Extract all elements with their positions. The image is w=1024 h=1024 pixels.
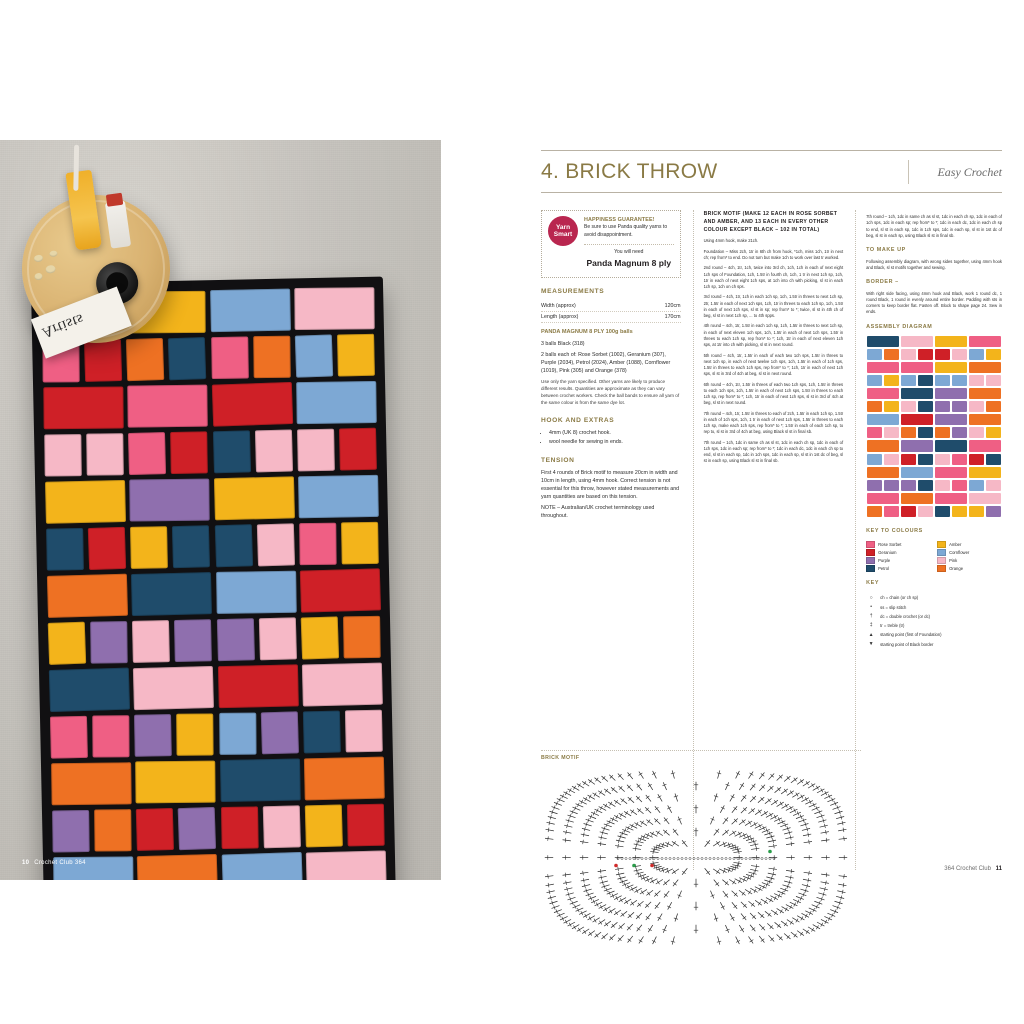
instruction-line: 7th round – 4ch, 1tr, 1.5tr in threes to each of 2ch, 1.5tr in each 1ch sp, 1.5tr in each of 1ch sps, 1ch, 1 tr in each of next 1ch sps, 1.5tr in threes to each 1ch sp, make each 1ch sps, rep from* to *; 1.5tr in each of each 1ch sp, to rep to, sl st in 3rd of 4ch at beg, using Black sl st in final sb. — [703, 410, 844, 435]
assembly-brick — [901, 375, 916, 386]
throw-brick — [341, 521, 379, 564]
throw-brick — [262, 805, 300, 848]
skill-level-label: Easy Crochet — [908, 160, 1002, 184]
throw-brick — [212, 430, 250, 473]
hook-item: • wool needle for sewing in ends. — [549, 438, 681, 446]
magazine-spread — [0, 140, 1024, 880]
drinking-straw — [73, 145, 79, 191]
throw-brick — [339, 427, 377, 470]
throw-brick — [261, 711, 299, 754]
assembly-brick — [901, 480, 916, 491]
throw-brick — [94, 809, 132, 851]
yarn-heading: PANDA MAGNUM 8 PLY 100g balls — [541, 328, 633, 335]
assembly-brick — [918, 454, 933, 465]
instruction-line: 7th round – 1ch, 1dc in same ch as sl st, 1dc in each ch sp, 1dc in each of 1ch sps, 1dc in each sp; rep from* to *; 1dc in each dc, 1dc in each ch sp to end, sl st in each sp, 1dc in 1ch sps, 1dc in each sp, sl st in 1st dc of beg, sl st in each sp, using Black sl st in final sb. — [703, 439, 844, 464]
assembly-brick — [969, 375, 984, 386]
assembly-brick — [969, 427, 984, 438]
assembly-brick — [986, 454, 1001, 465]
colour-key-item — [866, 549, 931, 556]
colour-key-item — [866, 541, 931, 548]
column-assembly — [855, 210, 1002, 870]
assembly-brick — [867, 401, 882, 412]
throw-brick — [132, 620, 170, 663]
slip-stitch-symbol-icon: • — [870, 603, 872, 610]
throw-brick — [303, 710, 341, 753]
assembly-brick — [969, 349, 984, 360]
throw-brick — [219, 712, 257, 754]
making-up-heading: TO MAKE UP — [866, 247, 906, 254]
throw-brick — [211, 336, 249, 379]
key-colours-list — [866, 541, 1002, 572]
assembly-brick — [935, 362, 967, 373]
chart-key-label: ss = slip stitch — [880, 604, 907, 610]
throw-brick — [217, 664, 297, 708]
assembly-brick — [884, 480, 899, 491]
assembly-brick — [867, 336, 899, 347]
assembly-brick — [952, 454, 967, 465]
throw-brick — [178, 806, 217, 849]
assembly-brick — [986, 480, 1001, 491]
assembly-brick — [867, 454, 882, 465]
crochet-stitch-chart — [541, 765, 851, 950]
assembly-brick — [918, 427, 933, 438]
throw-brick — [176, 713, 214, 755]
right-page-footer-text: 364 Crochet Club — [944, 866, 991, 872]
throw-brick — [347, 803, 385, 846]
instruction-line: 5th round – 4ch, 1tr, 1.5tr in each of each two 1ch sps, 1.5tr in threes to next 1ch sp, in each of next twelve 1ch sps, 1ch, 1.5tr in each of 1ch sps, 1.5tr in threes to each 1ch sps, rep from* to *; 1ch, 1tr in each of next 1ch sps, sl st in 3rd of 4ch at beg, sl st in next round. — [703, 352, 844, 377]
colour-label: Rose Sorbet — [878, 541, 902, 547]
throw-brick — [90, 621, 128, 663]
colour-swatch — [866, 549, 875, 556]
magazine-prop-title: Artists — [39, 310, 87, 341]
right-page-footer — [944, 866, 1002, 872]
assembly-brick — [884, 349, 899, 360]
chart-key-label: tr = treble (tr) — [880, 623, 905, 629]
yarn-badge-line2: Smart — [553, 231, 573, 238]
assembly-brick — [884, 401, 899, 412]
assembly-brick — [935, 506, 950, 517]
assembly-brick — [867, 480, 882, 491]
colour-label: Orange — [949, 565, 964, 571]
assembly-brick — [969, 388, 1001, 399]
yarn-smart-body: Be sure to use Panda quality yarns to avoid disappointment. — [584, 224, 668, 238]
throw-brick — [305, 804, 343, 847]
border-start-icon: ▼ — [868, 640, 874, 647]
assembly-brick — [884, 506, 899, 517]
yarn-need-value: Panda Magnum 8 ply — [586, 258, 672, 269]
throw-brick — [343, 615, 381, 658]
assembly-brick — [901, 401, 916, 412]
yarn-smart-box — [541, 210, 681, 278]
throw-brick — [88, 526, 127, 569]
assembly-brick — [969, 401, 984, 412]
assembly-brick — [901, 362, 933, 373]
measurement-row — [541, 301, 681, 312]
assembly-brick — [969, 493, 1001, 504]
assembly-brick — [969, 506, 984, 517]
throw-brick — [46, 527, 84, 570]
assembly-brick — [884, 375, 899, 386]
throw-brick — [137, 853, 218, 880]
assembly-brick — [935, 440, 967, 451]
throw-brick — [43, 386, 123, 429]
crochet-throw — [31, 276, 415, 880]
treble-symbol-icon: ‡ — [869, 622, 873, 629]
colour-swatch — [866, 557, 875, 564]
colour-swatch — [866, 541, 875, 548]
chart-key-heading: KEY — [866, 580, 880, 587]
throw-brick — [306, 850, 387, 880]
throw-blanket — [31, 277, 397, 880]
assembly-brick — [952, 401, 967, 412]
throw-brick — [49, 715, 87, 758]
brick-motif-heading: BRICK MOTIF (MAKE 12 EACH IN ROSE SORBET AND AMBER, AND 13 EACH IN EVERY OTHER COLOUR EXCEPT BLACK – 102 IN TOTAL) — [703, 211, 838, 234]
chart-key-list — [866, 595, 1002, 649]
assembly-brick — [952, 375, 967, 386]
assembly-brick — [986, 375, 1001, 386]
throw-brick — [134, 714, 172, 757]
assembly-brick — [884, 454, 899, 465]
hook-list — [541, 429, 681, 446]
assembly-brick — [952, 349, 967, 360]
throw-brick — [337, 333, 375, 376]
chart-key-item — [866, 604, 1002, 612]
assembly-brick — [918, 506, 933, 517]
throw-brick — [172, 525, 210, 568]
tension-heading: TENSION — [541, 456, 575, 464]
throw-brick — [221, 852, 302, 880]
assembly-brick — [918, 375, 933, 386]
assembly-brick — [935, 493, 967, 504]
right-page-pattern — [441, 140, 1024, 880]
assembly-diagram-heading: ASSEMBLY DIAGRAM — [866, 323, 933, 330]
colour-swatch — [937, 557, 946, 564]
colour-key-item — [866, 565, 931, 572]
throw-brick — [130, 526, 168, 569]
instruction-line: 3rd round – 4ch, 1tr, 1ch in each 1ch sp, 1ch, 1.5tr in threes to next 1ch sp, 2tr, 1.5tr in each of next 1ch sps, 1ch, 1tr in threes to each 1ch sp, 1ch, 1.5tr in each of next 1ch sps, sl st in sp; rep from* to *; twice, sl st in 4th ch of beg, sl st in next 1ch sp, ... to 4th spps. — [703, 294, 844, 319]
brick-motif-chart-block — [541, 740, 861, 950]
throw-brick — [135, 760, 215, 803]
chart-key-item — [866, 632, 1002, 640]
measurement-label: Width (approx) — [541, 302, 576, 309]
throw-brick — [296, 381, 376, 424]
throw-brick — [51, 762, 131, 805]
colour-label: Purple — [878, 557, 891, 563]
assembly-brick — [986, 427, 1001, 438]
throw-brick — [294, 287, 374, 330]
assembly-brick — [867, 467, 899, 478]
throw-brick — [295, 334, 334, 377]
throw-brick — [86, 433, 124, 476]
throw-brick — [297, 428, 335, 471]
assembly-brick — [969, 440, 1001, 451]
bottle-cap — [106, 193, 124, 207]
brick-grid — [38, 284, 390, 880]
throw-brick — [257, 523, 295, 566]
left-page-footer-text: Crochet Club 364 — [34, 860, 86, 866]
throw-brick — [47, 621, 86, 664]
yarn-colours-line: 2 balls each of: Rose Sorbet (1002), Geranium (307), Purple (2034), Petrol (2024), Amber (1088), Cornflower (1019), Pink (305) and Orange (378) — [541, 351, 671, 375]
border-body: With right side facing, using 4mm hook and Black, work 1 round dc, 1 round Black, 1 round in evenly around entire border. Padding with sts in corners to keep border flat. Fasten off. Block to shape page 24. Sew in ends. — [866, 290, 1003, 315]
measurement-row — [541, 312, 681, 323]
pattern-header — [541, 160, 1002, 193]
assembly-brick — [969, 336, 1001, 347]
throw-brick — [214, 524, 253, 567]
assembly-brick — [952, 506, 967, 517]
assembly-brick — [867, 349, 882, 360]
throw-brick — [44, 434, 82, 476]
assembly-brick — [918, 480, 933, 491]
double-crochet-symbol-icon: † — [869, 613, 873, 620]
throw-brick — [133, 665, 214, 709]
chart-key-item — [866, 641, 1002, 649]
colour-key-item — [937, 565, 1002, 572]
throw-brick — [345, 709, 383, 752]
throw-brick — [259, 617, 297, 660]
chart-key-item — [866, 595, 1002, 603]
throw-brick — [219, 758, 299, 801]
colour-swatch — [866, 565, 875, 572]
throw-brick — [304, 756, 384, 800]
yarn-need-label: You will need — [614, 249, 644, 256]
yarn-note: Use only the yarn specified. Other yarns are likely to produce different results. Quantities are approximate as they can vary between crochet workers. Check the ball bands to ensure all yarn of the same colour is from the same dye lot. — [541, 379, 680, 406]
assembly-brick — [986, 349, 1001, 360]
assembly-brick — [901, 506, 916, 517]
throw-brick — [221, 806, 259, 849]
measurement-value: 120cm — [664, 302, 681, 309]
assembly-diagram — [866, 335, 1002, 520]
throw-brick — [174, 619, 212, 662]
assembly-brick — [935, 349, 950, 360]
yarn-badge-line1: Yarn — [555, 223, 571, 231]
assembly-brick — [901, 440, 933, 451]
assembly-brick — [901, 493, 933, 504]
assembly-brick — [901, 467, 933, 478]
colour-swatch — [937, 565, 946, 572]
assembly-brick — [969, 454, 984, 465]
assembly-brick — [969, 480, 984, 491]
yarn-smart-badge — [548, 216, 578, 246]
colour-key-item — [866, 557, 931, 564]
tension-body: First 4 rounds of Brick motif to measure 20cm in width and 10cm in length, using 4mm hook. Correct tension is not essential for this throw, however stated measurements and yarn quantities are based on this tension. — [541, 469, 680, 501]
chart-key-label: ch = chain (or ch sp) — [880, 595, 919, 601]
measurement-value: 170cm — [664, 313, 681, 320]
throw-brick — [300, 568, 381, 612]
colour-key-item — [937, 557, 1002, 564]
assembly-brick — [867, 388, 899, 399]
assembly-brick — [969, 467, 1001, 478]
colour-label: Petrol — [878, 565, 890, 571]
assembly-brick — [918, 349, 933, 360]
throw-brick — [211, 382, 292, 427]
assembly-brick — [901, 454, 916, 465]
left-page-footer — [22, 860, 86, 866]
assembly-brick — [901, 427, 916, 438]
assembly-brick — [935, 467, 967, 478]
instruction-line: Foundation – Miss 2ch, 1tr in 6th ch from hook, *1ch, miss 1ch, 1tr in next ch; rep from* to end. Do not turn but make 1ch to work over last tr worked. — [703, 248, 844, 260]
throw-brick — [92, 715, 130, 757]
start-point-icon: ▲ — [868, 631, 874, 638]
assembly-brick — [935, 480, 950, 491]
throw-brick — [131, 572, 211, 616]
assembly-brick — [952, 427, 967, 438]
colour-swatch — [937, 549, 946, 556]
assembly-brick — [867, 440, 899, 451]
border-heading: BORDER – — [866, 279, 899, 286]
page-title: 4. BRICK THROW — [541, 160, 718, 183]
making-up-body: Following assembly diagram, with wrong sides together, using 4mm hook and Black, sl st motifs together and sewing. — [866, 258, 1003, 270]
throw-brick — [298, 474, 378, 517]
yarn-black-line: 3 balls Black (318) — [541, 340, 585, 347]
throw-brick — [213, 476, 294, 520]
assembly-brick — [867, 493, 899, 504]
throw-brick — [52, 809, 90, 852]
colour-label: Cornflower — [949, 549, 970, 555]
assembly-brick — [935, 414, 967, 425]
throw-brick — [126, 337, 165, 380]
chart-key-label: starting point of Black border — [880, 641, 934, 647]
assembly-brick — [901, 349, 916, 360]
chart-heading: BRICK MOTIF — [541, 750, 861, 761]
colour-label: Geranium — [878, 549, 897, 555]
throw-brick — [216, 570, 296, 613]
throw-brick — [168, 337, 207, 380]
assembly-brick — [986, 506, 1001, 517]
colour-key-item — [937, 541, 1002, 548]
assembly-brick — [867, 362, 899, 373]
chain-symbol-icon: ○ — [869, 594, 873, 601]
throw-brick — [129, 478, 209, 521]
assembly-brick — [935, 454, 950, 465]
throw-brick — [170, 431, 208, 474]
chart-key-label: starting point (first of Foundation) — [880, 632, 942, 638]
assembly-brick — [969, 414, 1001, 425]
assembly-brick — [867, 427, 882, 438]
instruction-line: 2nd round – 4ch, 1tr, 1ch, twice into 3rd ch, 1ch, 1ch in each of next eight 1ch sps of Foundation, 1ch, 1.5tr in fourth ch, 1ch, 1 tr in next 1ch sp, 1ch, 1tr in each of next eight 1ch sps, at 1ch into ch with picking, sl st in each 1ch sp, 1ch on ch sps. — [703, 265, 844, 290]
assembly-brick — [952, 480, 967, 491]
hook-item: • 4mm (UK 8) crochet hook. — [549, 429, 681, 437]
colour-label: Pink — [949, 557, 958, 563]
assembly-brick — [884, 427, 899, 438]
assembly-brick — [969, 362, 1001, 373]
colour-key-item — [937, 549, 1002, 556]
yarn-smart-heading: HAPPINESS GUARANTEE! — [584, 217, 655, 223]
assembly-brick — [935, 375, 950, 386]
assembly-brick — [935, 336, 967, 347]
assembly-brick — [901, 388, 933, 399]
instruction-line: Using 4mm hook, make 21ch. — [703, 238, 759, 244]
colour-swatch — [937, 541, 946, 548]
assembly-brick — [935, 427, 950, 438]
left-page-number: 10 — [22, 860, 30, 866]
assembly-brick — [986, 401, 1001, 412]
left-page-photo — [0, 140, 441, 880]
throw-brick — [299, 522, 337, 564]
throw-brick — [255, 429, 293, 472]
tension-note: NOTE – Australian/UK crochet terminology used throughout. — [541, 504, 655, 519]
measurements-heading: MEASUREMENTS — [541, 288, 605, 296]
throw-brick — [253, 335, 291, 377]
throw-brick — [127, 384, 207, 427]
chart-key-label: dc = double crochet (or dc) — [880, 613, 931, 619]
throw-brick — [48, 667, 129, 711]
chart-key-item — [866, 622, 1002, 630]
hook-heading: HOOK AND EXTRAS — [541, 416, 615, 424]
assembly-brick — [918, 401, 933, 412]
throw-brick — [210, 288, 290, 332]
throw-brick — [216, 618, 254, 661]
throw-brick — [45, 479, 125, 523]
key-colours-heading: KEY TO COLOURS — [866, 527, 923, 534]
assembly-brick — [901, 336, 933, 347]
instruction-line: 6th round – 4ch, 1tr, 1.5tr in threes of each two 1ch sps, 1ch, 1.5tr in threes to each 1ch sps, 1ch, 1.5tr in each of next 1ch sps, 1.5tr in threes to each 1ch sp, rep from* to *; 1ch, 1tr in each of next 1ch sps, sl st in 3rd of 4ch at beg, sl st in next round. — [703, 381, 844, 406]
throw-brick — [302, 662, 383, 706]
instruction-line: 4th round – 4ch, 1tr, 1.5tr in each 1ch sp, 1ch, 1.5tr in threes to next 1ch sp, in each of next eleven 1ch sps, 1ch, 1.5tr in each of next 1ch sps, 1.5tr in threes to each 1ch sp, rep from* to *; 1ch, 1tr in each of next eleven 1ch sps, at 1tr into ch with picking, sl st in next round. — [703, 323, 844, 348]
throw-brick — [46, 573, 127, 617]
throw-brick — [84, 338, 122, 381]
assembly-brick — [901, 414, 933, 425]
colour-label: Amber — [949, 541, 962, 547]
throw-brick — [136, 807, 174, 850]
assembly-brick — [935, 401, 950, 412]
chart-key-item — [866, 613, 1002, 621]
throw-brick — [301, 616, 340, 659]
assembly-brick — [867, 414, 899, 425]
assembly-brick — [867, 375, 882, 386]
assembly-brick — [867, 506, 882, 517]
measurement-label: Length (approx) — [541, 313, 579, 320]
right-page-number: 11 — [995, 866, 1002, 872]
throw-brick — [128, 432, 166, 475]
instruction-line: 7th round – 1ch, 1dc in same ch as sl st, 1dc in each ch sp, 1dc in each of 1ch sps, 1dc in each sp; rep from* to *; 1dc in each dc, 1dc in each ch sp to end, sl st in each sp, 1dc in 1ch sps, 1dc in each sp, sl st in 1st dc of beg, sl st in each sp, using Black sl st in final sb. — [866, 214, 1003, 238]
assembly-brick — [935, 388, 967, 399]
